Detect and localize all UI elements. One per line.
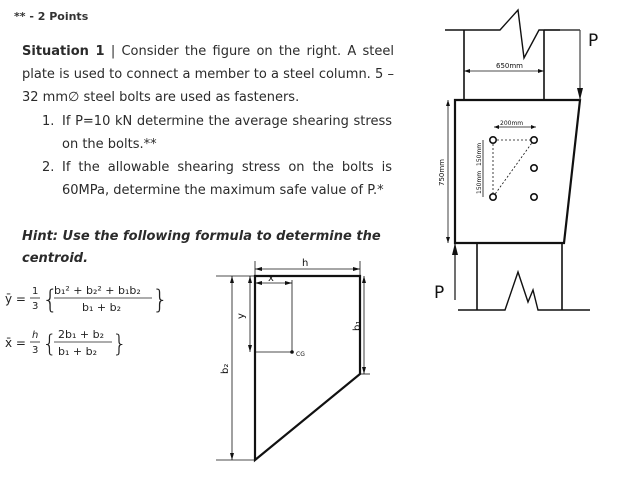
dim-h-label: h xyxy=(302,258,309,269)
ybar-numerator: b₁² + b₂² + b₁b₂ xyxy=(54,284,141,297)
points-header: ** - 2 Points xyxy=(14,10,89,23)
ybar-three: 3 xyxy=(32,301,39,312)
question-number: 1. xyxy=(42,114,55,129)
question-text: If the allowable shearing stress on the bolts is 60MPa, determine the maximum safe value of P.* xyxy=(62,160,392,198)
xbar-denominator: b₁ + b₂ xyxy=(58,345,97,358)
bolt-hole xyxy=(531,194,537,200)
dim-b1-label: b₁ xyxy=(352,320,363,331)
load-p-bottom-label: P xyxy=(434,283,445,303)
dim-y-label: y xyxy=(236,313,247,319)
load-p-top-label: P xyxy=(588,31,599,51)
trapezoid-shape xyxy=(255,276,360,460)
situation-separator: | xyxy=(110,44,116,59)
question-item xyxy=(42,110,392,156)
bolt-hole xyxy=(490,137,496,143)
dim-150-label: 150mm xyxy=(476,170,483,194)
question-number: 2. xyxy=(42,160,55,175)
situation-label: Situation 1 xyxy=(22,44,105,59)
xbar-h: h xyxy=(32,330,39,341)
cg-label: CG xyxy=(296,351,305,358)
xbar-three: 3 xyxy=(32,345,39,356)
svg-text:}: } xyxy=(112,330,128,358)
dim-150-label: 150mm xyxy=(476,142,483,166)
xbar-lhs: x̄ = xyxy=(5,336,26,350)
question-item xyxy=(42,156,392,202)
trapezoid-figure xyxy=(210,256,380,478)
situation-paragraph xyxy=(22,40,394,109)
xbar-numerator: 2b₁ + b₂ xyxy=(58,328,104,341)
svg-text:}: } xyxy=(152,285,169,315)
dim-x-label: x xyxy=(268,273,274,284)
svg-text:{: { xyxy=(42,285,59,315)
ybar-one: 1 xyxy=(32,286,39,297)
bolt-hole xyxy=(531,137,537,143)
dim-650-label: 650mm xyxy=(496,62,523,70)
centroid-point xyxy=(290,350,294,354)
centroid-formulas xyxy=(0,276,200,376)
load-arrow-bottom-icon xyxy=(452,243,458,255)
ybar-denominator: b₁ + b₂ xyxy=(82,301,121,314)
bolt-hole xyxy=(490,194,496,200)
question-text: If P=10 kN determine the average shearing stress on the bolts.** xyxy=(62,114,392,152)
plate-connection-figure xyxy=(400,0,628,479)
top-break-line xyxy=(445,10,560,58)
bolt-hole xyxy=(531,165,537,171)
question-list xyxy=(42,110,392,202)
situation-text: Consider the figure on the right. A steel plate is used to connect a member to a steel column. 5 – 32 mm∅ steel bolts are used as fasteners. xyxy=(22,44,394,105)
hint-text: Hint: Use the following formula to determine the centroid. xyxy=(22,229,381,266)
dim-200-label: 200mm xyxy=(500,120,524,127)
dim-750-label: 750mm xyxy=(438,159,446,186)
dim-b2-label: b₂ xyxy=(220,363,231,374)
ybar-lhs: ȳ = xyxy=(5,292,26,306)
svg-text:{: { xyxy=(42,330,58,358)
load-arrow-top-icon xyxy=(577,88,583,100)
